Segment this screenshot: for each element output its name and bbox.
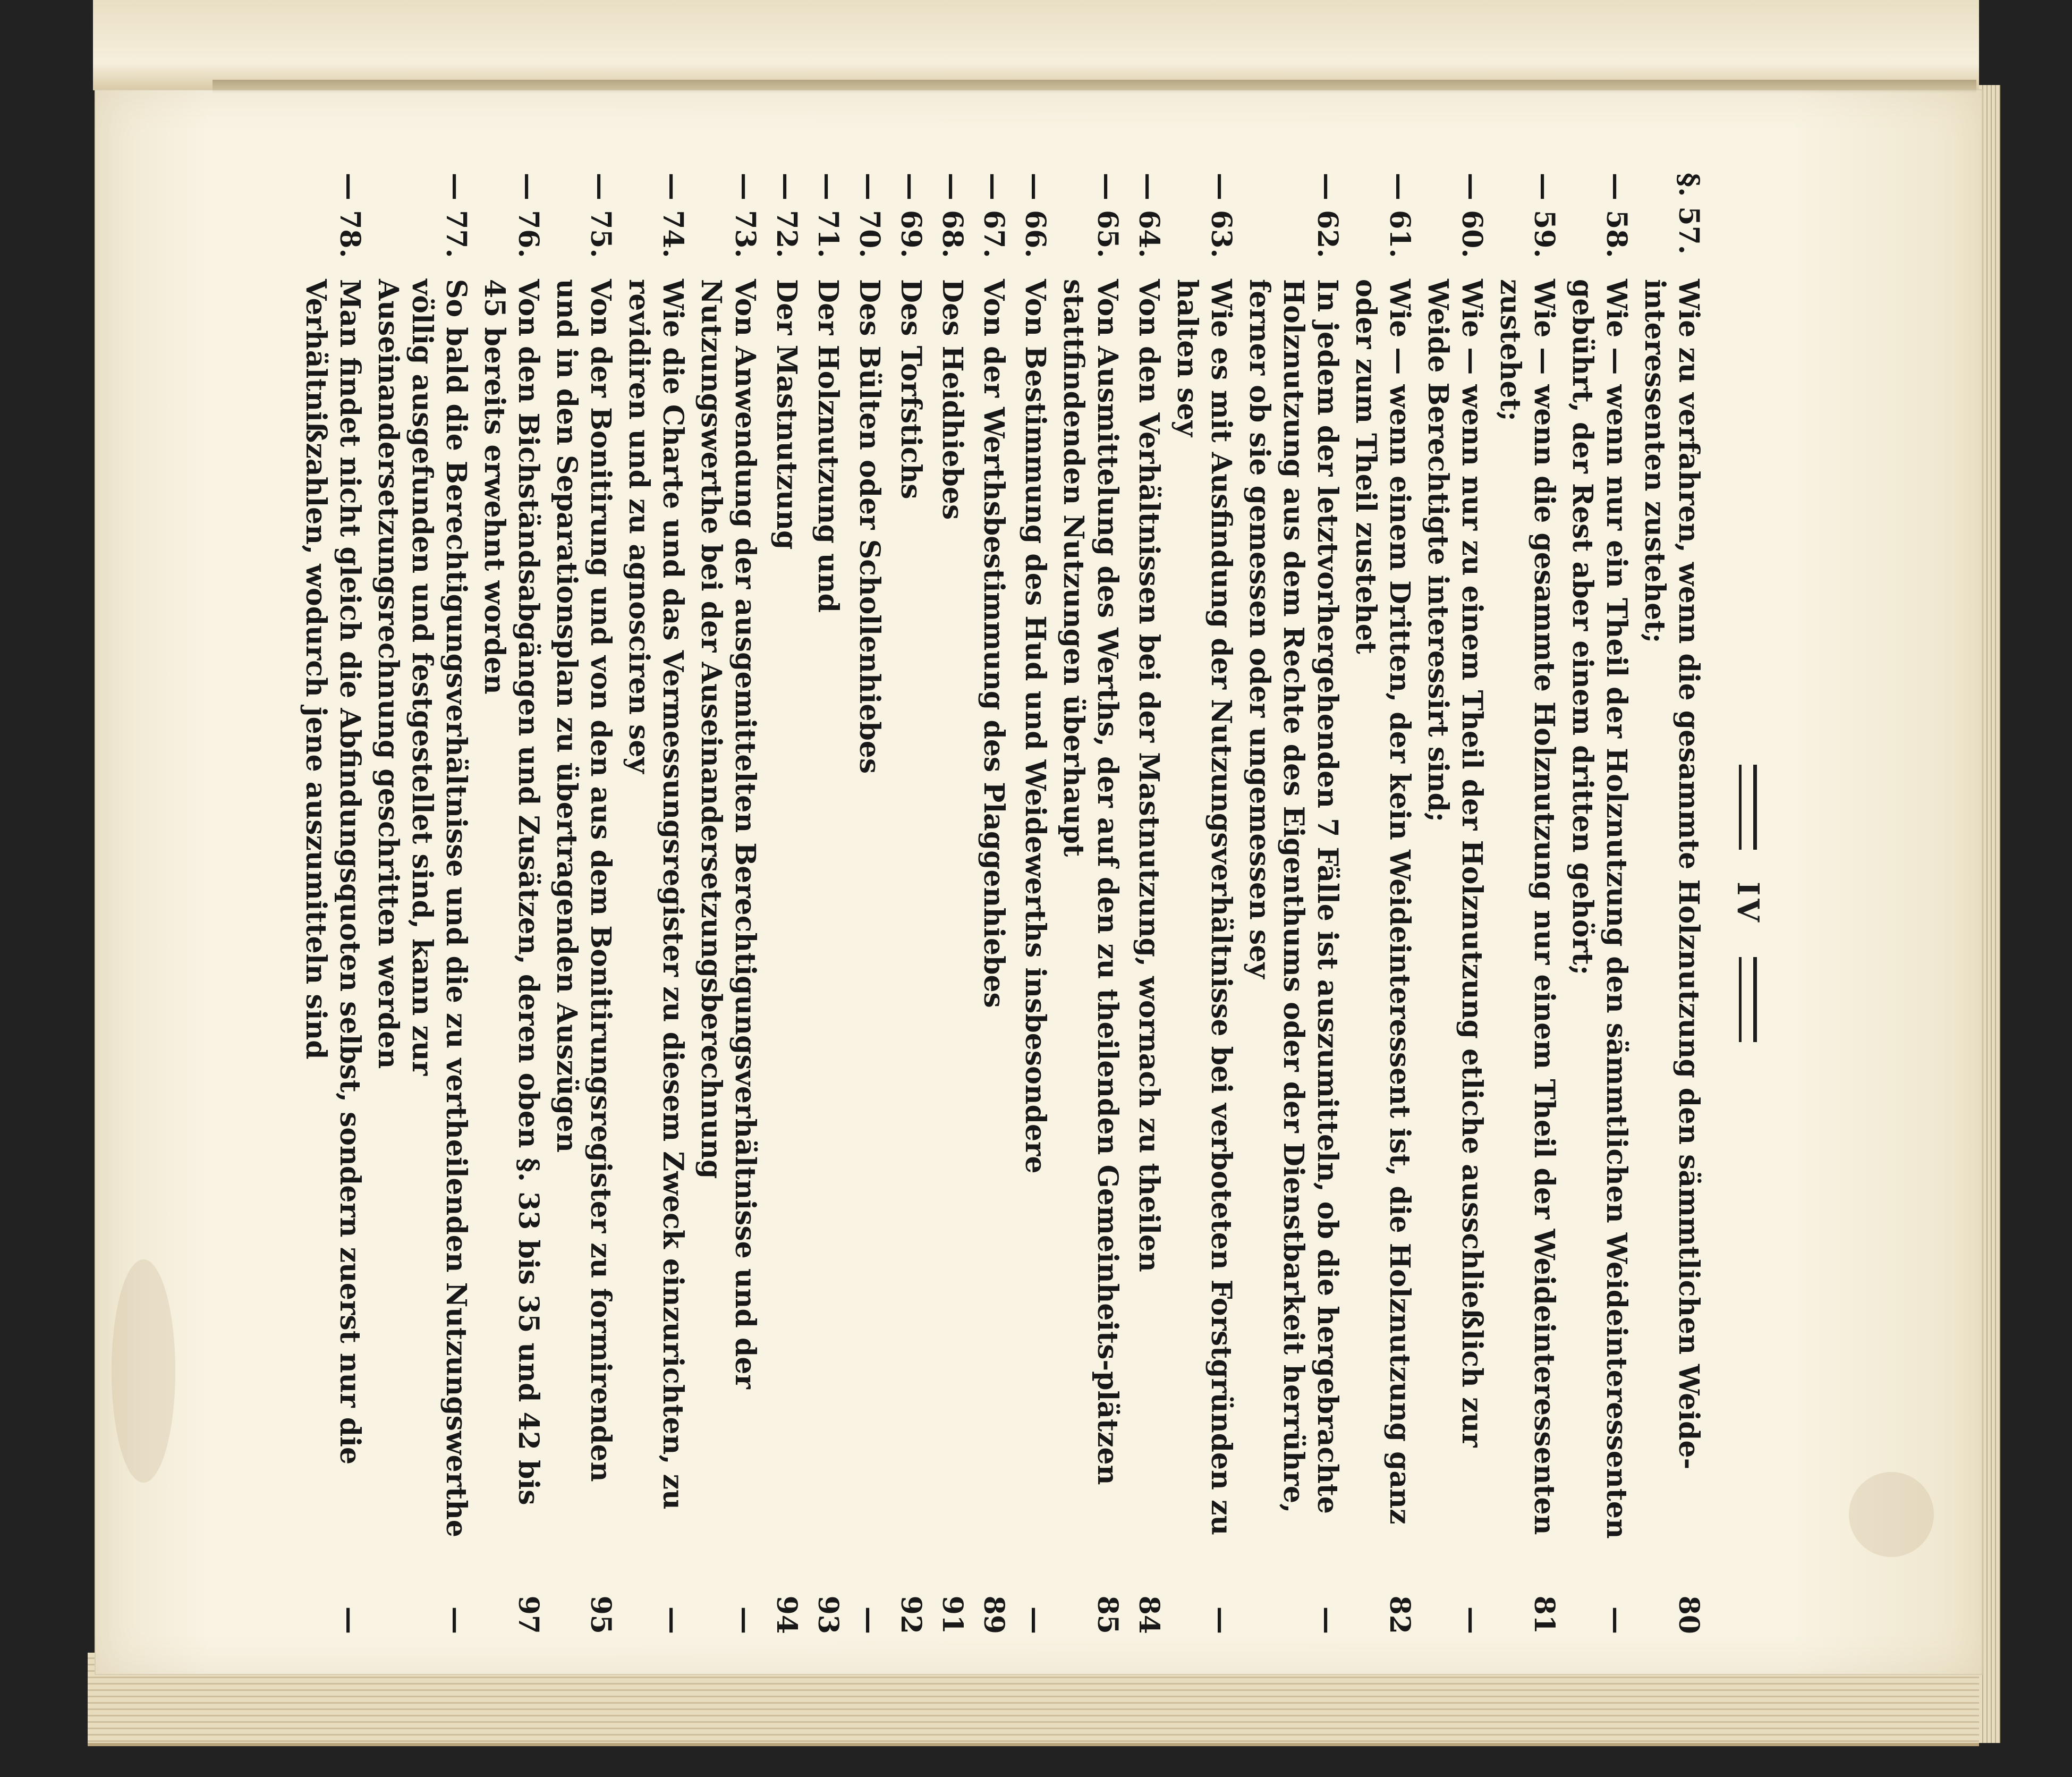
page-number: — xyxy=(334,1606,366,1634)
section-title: Von Bestimmung des Hud und Weidewerths insbesondere xyxy=(1019,279,1051,1174)
section-number: — 75. xyxy=(584,173,617,258)
section-title: Wie es mit Ausfindung der Nutzungsverhältnisse bei verboteten Forstgründen zu halten sey xyxy=(1171,279,1237,1536)
section-number: — 77. xyxy=(440,173,472,258)
page-number-roman: IV xyxy=(1730,882,1765,925)
page-number: 80 xyxy=(1672,1595,1705,1634)
section-title: Wie die Charte und das Vermessungsregister zu diesem Zweck einzurichten, zu revidiren und zu agnosciren sey xyxy=(623,279,689,1510)
toc-entry xyxy=(1637,173,1705,1634)
section-title: Von Ausmittelung des Werths, der auf den zu theilenden Gemeinheits-plätzen stattfindenden Nutzungen überhaupt xyxy=(1057,279,1124,1485)
toc-entry xyxy=(1128,173,1166,1634)
page-number: 81 xyxy=(1528,1595,1560,1634)
toc-entry xyxy=(1421,173,1489,1634)
section-number: — 61. xyxy=(1383,173,1416,258)
section-number: — 74. xyxy=(657,173,689,258)
toc-entry xyxy=(549,173,617,1634)
section-number: — 68. xyxy=(936,173,969,258)
toc-entry xyxy=(973,173,1010,1634)
header-rule-right xyxy=(1739,957,1757,1042)
section-number: — 76. xyxy=(512,173,545,258)
section-title: Von den Verhältnissen bei der Mastnutzung, wornach zu theilen xyxy=(1133,279,1165,1272)
section-number: — 63. xyxy=(1205,173,1237,258)
page-stack-right xyxy=(1979,85,2000,1743)
toc-entry xyxy=(299,173,367,1634)
page-number: 93 xyxy=(812,1595,844,1634)
page-number: — xyxy=(657,1606,689,1634)
toc-entry xyxy=(1565,173,1633,1634)
page-number: 91 xyxy=(936,1595,969,1634)
section-number: — 65. xyxy=(1091,173,1124,258)
page-number: — xyxy=(1205,1606,1237,1634)
page-header xyxy=(1711,173,1785,1634)
page-number: 84 xyxy=(1133,1595,1165,1634)
page-number: — xyxy=(853,1606,886,1634)
toc-entry xyxy=(371,173,473,1634)
section-title: Des Heidhiebes xyxy=(936,279,969,520)
section-title: So bald die Berechtigungsverhältnisse und die zu vertheilenden Nutzungswerthe völlig ausgefunden und festgestellet sind, kann zur Auseinandersetzungsrechnung geschritten werden xyxy=(372,279,472,1538)
section-number: — 58. xyxy=(1600,173,1633,258)
section-title: Man findet nicht gleich die Abfindungsquoten selbst, sondern zuerst nur die Verhältnißzahlen, wodurch jene auszumitteln sind xyxy=(300,279,366,1465)
section-title: Des Torfstichs xyxy=(895,279,927,500)
page-number: 82 xyxy=(1383,1595,1416,1634)
page-number: 95 xyxy=(584,1595,617,1634)
section-number: — 72. xyxy=(770,173,803,258)
toc-entry xyxy=(622,173,690,1634)
section-number: §. 57. xyxy=(1672,173,1705,255)
page-number: 94 xyxy=(770,1595,803,1634)
page-number: 92 xyxy=(895,1595,927,1634)
section-title: Wie — wenn nur ein Theil der Holznutzung den sämmtlichen Weideinteressenten gebührt, der Rest aber einem dritten gehört; xyxy=(1566,279,1633,1539)
page-number: 97 xyxy=(512,1595,545,1634)
toc-entry xyxy=(808,173,845,1634)
section-number: — 69. xyxy=(895,173,927,258)
gutter-shadow xyxy=(213,80,1976,94)
section-number: — 62. xyxy=(1311,173,1344,258)
toc-entry xyxy=(1056,173,1124,1634)
toc-entry xyxy=(1015,173,1052,1634)
section-title: Wie zu verfahren, wenn die gesammte Holznutzung den sämmtlichen Weide-interessenten zustehet; xyxy=(1638,279,1705,1470)
section-number: — 70. xyxy=(853,173,886,258)
toc-list xyxy=(299,173,1705,1634)
toc-entry xyxy=(1348,173,1416,1634)
toc-entry xyxy=(890,173,928,1634)
toc-entry xyxy=(1493,173,1561,1634)
header-rule-left xyxy=(1739,765,1757,850)
toc-entry xyxy=(766,173,803,1634)
page-number: — xyxy=(1600,1606,1633,1634)
section-title: Der Holznutzung und xyxy=(812,279,844,613)
section-title: Der Mastnutzung xyxy=(770,279,803,550)
section-number: — 64. xyxy=(1133,173,1165,258)
toc-entry xyxy=(1170,173,1238,1634)
page-number: — xyxy=(1019,1606,1051,1634)
section-title: In jedem der letztvorhergehenden 7 Fälle ist auszumitteln, ob die hergebrachte Holznutzung aus dem Rechte des Eigenthums oder der Dienstbarkeit herrühre, ferner ob sie gemessen oder ungemessen sey xyxy=(1243,279,1344,1514)
facing-page-edge xyxy=(93,0,1979,90)
section-number: — 78. xyxy=(334,173,366,258)
section-title: Von der Bonitirung und von den aus dem Bonitirungsregister zu formirenden und in den Separationsplan zu übertragenden Auszügen xyxy=(550,279,617,1482)
toc-entry xyxy=(694,173,762,1634)
section-title: Von den Bichständsabgängen und Zusätzen, deren oben §. 33 bis 35 und 42 bis 45 bereits erwehnt worden xyxy=(478,279,545,1505)
section-number: — 67. xyxy=(978,173,1010,258)
section-number: — 73. xyxy=(729,173,761,258)
page-number: — xyxy=(440,1606,472,1634)
page-number: — xyxy=(1456,1606,1488,1634)
toc-entry xyxy=(1242,173,1344,1634)
page-number: — xyxy=(1311,1606,1344,1634)
table-of-contents xyxy=(298,173,1785,1634)
page-text-block xyxy=(298,173,1785,1634)
section-title: Wie — wenn einem Dritten, der kein Weideinteressent ist, die Holznutzung ganz oder zum Theil zustehet xyxy=(1349,279,1416,1525)
page-number: 85 xyxy=(1091,1595,1124,1634)
paper-stain xyxy=(1849,1472,1934,1557)
section-title: Wie — wenn die gesammte Holznutzung nur einem Theil der Weideinteressenten zustehet; xyxy=(1494,279,1560,1535)
paper-stain xyxy=(112,1259,175,1483)
section-number: — 66. xyxy=(1019,173,1051,258)
section-title: Von Anwendung der ausgemittelten Berechtigungsverhältnisse und der Nutzungswerthe bei der Auseinandersetzungsberechnung xyxy=(695,279,761,1389)
toc-entry xyxy=(477,173,545,1634)
section-number: — 71. xyxy=(812,173,844,258)
section-number: — 60. xyxy=(1456,173,1488,258)
toc-entry xyxy=(849,173,886,1634)
page-number: 89 xyxy=(978,1595,1010,1634)
section-title: Des Bülten oder Schollenhiebes xyxy=(853,279,886,774)
section-number: — 59. xyxy=(1528,173,1560,258)
section-title: Wie — wenn nur zu einem Theil der Holznutzung etliche ausschließlich zur Weide Berechtigte interessirt sind; xyxy=(1422,279,1488,1448)
toc-entry xyxy=(932,173,969,1634)
page-number: — xyxy=(729,1606,761,1634)
section-title: Von der Werthsbestimmung des Plaggenhiebes xyxy=(978,279,1010,1008)
